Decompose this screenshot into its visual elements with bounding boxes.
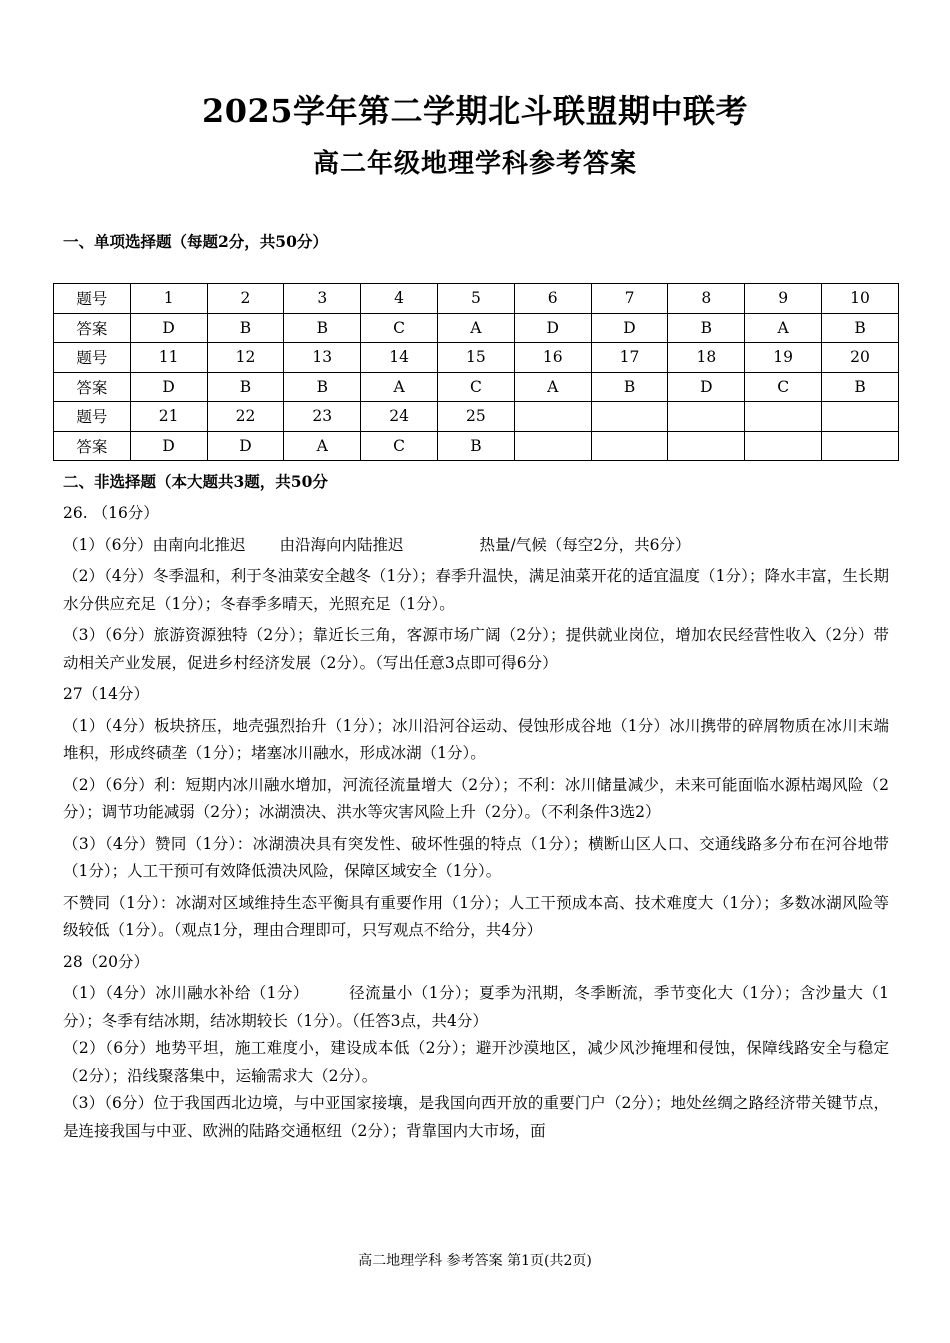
answer-table-cell (514, 402, 591, 432)
q27-answer-2: （2）（6分）利：短期内冰川融水增加，河流径流量增大（2分）；不利：冰川储量减少，未来可能面临水源枯竭风险（2分）；调节功能减弱（2分）；冰湖溃决、洪水等灾害风险上升（2分）。（不利条件3选2） (63, 775, 889, 821)
answer-table-cell: 18 (668, 343, 745, 373)
answer-body (63, 500, 889, 1145)
answer-table-row (54, 284, 899, 314)
section-1-heading: 一、单项选择题（每题2分，共50分） (63, 232, 328, 251)
answer-table-cell: C (361, 431, 438, 461)
q26-answer-2: （2）（4分）冬季温和，利于冬油菜安全越冬（1分）；春季升温快，满足油菜开花的适宜温度（1分）；降水丰富，生长期水分供应充足（1分）；冬春季多晴天，光照充足（1分）。 (63, 567, 889, 613)
answer-table-cell: B (207, 313, 284, 343)
answer-table-row-label: 题号 (54, 402, 131, 432)
answer-table-cell: 10 (822, 284, 899, 314)
answer-table-cell: 3 (284, 284, 361, 314)
answer-table-cell: D (591, 313, 668, 343)
q26-answer-1-part2: 由沿海向内陆推迟 (279, 535, 404, 554)
q26-answer-1 (63, 532, 889, 560)
answer-table-cell (822, 402, 899, 432)
answer-table-cell: B (822, 372, 899, 402)
answer-table-cell: 23 (284, 402, 361, 432)
answer-table-cell: 7 (591, 284, 668, 314)
q26-answer-3: （3）（6分）旅游资源独特（2分）；靠近长三角，客源市场广阔（2分）；提供就业岗位，增加农民经营性收入（2分）带动相关产业发展，促进乡村经济发展（2分）。（写出任意3点即可得6分） (63, 626, 889, 672)
answer-table-cell: B (284, 313, 361, 343)
answer-table-row-label: 答案 (54, 431, 131, 461)
answer-table-cell (745, 431, 822, 461)
answer-table-row (54, 372, 899, 402)
q28-answer-1 (63, 980, 889, 1035)
answer-table-row (54, 343, 899, 373)
answer-table-cell: 2 (207, 284, 284, 314)
answer-table-cell: 20 (822, 343, 899, 373)
answer-table-cell: 8 (668, 284, 745, 314)
q28-answer-2: （2）（6分）地势平坦，施工难度小，建设成本低（2分）；避开沙漠地区，减少风沙掩埋和侵蚀，保障线路安全与稳定（2分）；沿线聚落集中，运输需求大（2分）。 (63, 1039, 889, 1085)
answer-table-cell: 17 (591, 343, 668, 373)
answer-table-cell: C (745, 372, 822, 402)
answer-table-cell: A (284, 431, 361, 461)
answer-table-row-label: 答案 (54, 372, 131, 402)
answer-table (53, 283, 899, 461)
answer-table-cell (822, 431, 899, 461)
answer-table-cell: 9 (745, 284, 822, 314)
page-subtitle: 高二年级地理学科参考答案 (312, 149, 637, 179)
q28-answer-1-part2: 径流量小（1分）；夏季为汛期，冬季断流，季节变化大（1分）；含沙量大（1分）；冬季有结冰期，结冰期较长（1分）。（任答3点，共4分） (63, 984, 889, 1030)
answer-table-cell: B (207, 372, 284, 402)
answer-table-cell: C (437, 372, 514, 402)
answer-table-cell: B (668, 313, 745, 343)
answer-table-cell: B (822, 313, 899, 343)
answer-table-cell (514, 431, 591, 461)
answer-table-cell: 5 (437, 284, 514, 314)
answer-table-cell: 25 (437, 402, 514, 432)
answer-table-cell: 24 (361, 402, 438, 432)
answer-table-cell: A (745, 313, 822, 343)
answer-table-cell: 4 (361, 284, 438, 314)
answer-table-cell: 19 (745, 343, 822, 373)
answer-table-cell (668, 431, 745, 461)
answer-table-row (54, 431, 899, 461)
answer-table-cell: B (437, 431, 514, 461)
answer-table-cell: 12 (207, 343, 284, 373)
q27-heading: 27（14分） (63, 685, 149, 703)
answer-table-row-label: 题号 (54, 284, 131, 314)
q26-heading: 26. （16分） (63, 504, 159, 522)
q28-heading: 28（20分） (63, 952, 149, 971)
answer-table-cell: D (130, 372, 207, 402)
page-title: 2025学年第二学期北斗联盟期中联考 (201, 92, 749, 130)
answer-table-cell (745, 402, 822, 432)
answer-table-row-label: 题号 (54, 343, 131, 373)
answer-table-cell: 13 (284, 343, 361, 373)
answer-table-cell: 1 (130, 284, 207, 314)
answer-table-cell (591, 402, 668, 432)
answer-table-row (54, 402, 899, 432)
answer-table-cell: A (514, 372, 591, 402)
answer-table-cell: 22 (207, 402, 284, 432)
answer-table-cell: C (361, 313, 438, 343)
q26-answer-1-part1: （1）（6分）由南向北推迟 (63, 535, 246, 554)
answer-table-cell: 11 (130, 343, 207, 373)
answer-table-row-label: 答案 (54, 313, 131, 343)
answer-table-cell: 14 (361, 343, 438, 373)
answer-table-cell: 15 (437, 343, 514, 373)
answer-table-cell (591, 431, 668, 461)
answer-table-cell: D (207, 431, 284, 461)
answer-table-cell (668, 402, 745, 432)
q28-answer-1-part1: （1）（4分）冰川融水补给（1分） (63, 984, 309, 1002)
answer-table-cell: B (284, 372, 361, 402)
answer-table-cell: D (130, 313, 207, 343)
q28-answer-3: （3）（6分）位于我国西北边境，与中亚国家接壤，是我国向西开放的重要门户（2分）；地处丝绸之路经济带关键节点，是连接我国与中亚、欧洲的陆路交通枢纽（2分）；背靠国内大市场，面 (63, 1094, 889, 1140)
answer-table-cell: A (437, 313, 514, 343)
q26-answer-1-part3: 热量/气候（每空2分，共6分） (479, 535, 691, 554)
answer-table-cell: A (361, 372, 438, 402)
answer-table-cell: D (514, 313, 591, 343)
answer-table-cell: 6 (514, 284, 591, 314)
q27-answer-3-alt: 不赞同（1分）：冰湖对区域维持生态平衡具有重要作用（1分）；人工干预成本高、技术难度大（1分）；多数冰湖风险等级较低（1分）。（观点1分，理由合理即可，只写观点不给分，共4分） (63, 893, 889, 939)
page-footer: 高二地理学科 参考答案 第1页(共2页) (358, 1253, 592, 1269)
answer-table-cell: 16 (514, 343, 591, 373)
answer-table-cell: B (591, 372, 668, 402)
q27-answer-3: （3）（4分）赞同（1分）：冰湖溃决具有突发性、破坏性强的特点（1分）；横断山区人口、交通线路多分布在河谷地带（1分）；人工干预可有效降低溃决风险，保障区域安全（1分）。 (63, 834, 889, 880)
answer-table-cell: D (668, 372, 745, 402)
answer-table-row (54, 313, 899, 343)
answer-table-cell: D (130, 431, 207, 461)
answer-table-cell: 21 (130, 402, 207, 432)
section-2-heading: 二、非选择题（本大题共3题，共50分 (63, 472, 328, 491)
q27-answer-1: （1）（4分）板块挤压，地壳强烈抬升（1分）；冰川沿河谷运动、侵蚀形成谷地（1分）冰川携带的碎屑物质在冰川末端堆积，形成终碛垄（1分）；堵塞冰川融水，形成冰湖（1分）。 (63, 716, 889, 762)
